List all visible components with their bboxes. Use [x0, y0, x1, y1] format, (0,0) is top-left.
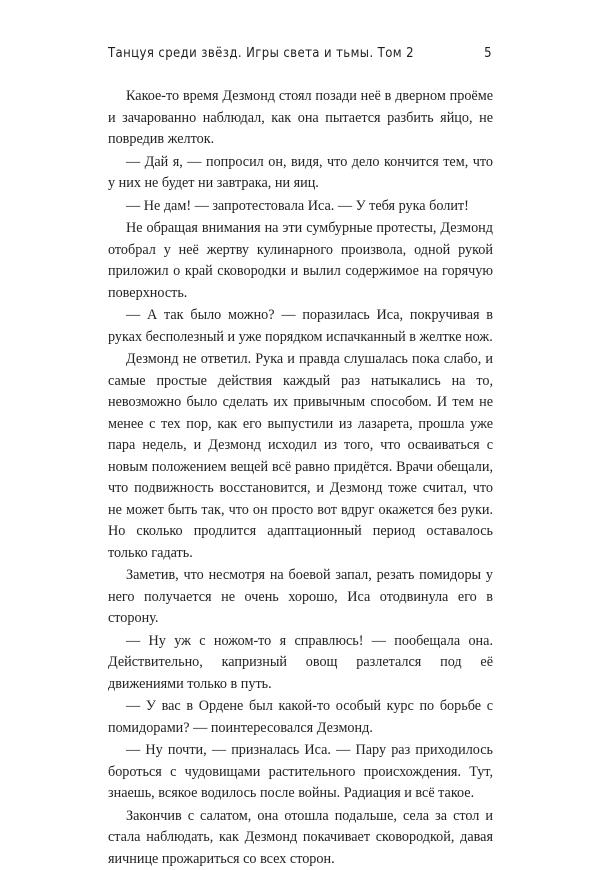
paragraph: Дезмонд не ответил. Рука и правда слушалась пока слабо, и самые простые действия каждый раз натыкались на то, невозможно было сделать их привычным способом. И тем не менее с тех пор, как его выпустили из лазарета, прошла уже пара недель, и Дезмонд исходил из того, что осваиваться с новым положением вещей всё равно придётся. Врачи обещали, что подвижность восстановится, и Дезмонд тоже считал, что не может быть так, что он просто вот вдруг окажется без руки. Но сколько продлится адаптационный период оставалось только гадать. [108, 349, 493, 564]
paragraph: Заметив, что несмотря на боевой запал, резать помидоры у него получается не очень хорошо, Иса отодвинула его в сторону. [108, 565, 493, 630]
running-header [108, 46, 492, 66]
paragraph: — У вас в Ордене был какой-то особый курс по борьбе с помидорами? — поинтересовался Дезмонд. [108, 696, 493, 739]
body-text [108, 86, 493, 870]
page-number: 5 [484, 46, 492, 61]
paragraph: — А так было можно? — поразилась Иса, покручивая в руках бесполезный и уже порядком испачканный в желтке нож. [108, 305, 493, 348]
paragraph: — Дай я, — попросил он, видя, что дело кончится тем, что у них не будет ни завтрака, ни яиц. [108, 152, 493, 195]
book-title: Танцуя среди звёзд. Игры света и тьмы. Том 2 [108, 46, 414, 61]
paragraph: — Не дам! — запротестовала Иса. — У тебя рука болит! [108, 196, 493, 218]
paragraph: Какое-то время Дезмонд стоял позади неё в дверном проёме и зачарованно наблюдал, как она пытается разбить яйцо, не повредив желток. [108, 86, 493, 151]
paragraph: Закончив с салатом, она отошла подальше, села за стол и стала наблюдать, как Дезмонд покачивает сковородкой, давая яичнице прожариться со всех сторон. [108, 806, 493, 870]
paragraph: — Ну почти, — призналась Иса. — Пару раз приходилось бороться с чудовищами растительного происхождения. Тут, знаешь, всякое водилось после войны. Радиация и всё такое. [108, 740, 493, 805]
paragraph: — Ну уж с ножом-то я справлюсь! — пообещала она. Действительно, капризный овощ разлетался под её движениями только в путь. [108, 631, 493, 696]
paragraph: Не обращая внимания на эти сумбурные протесты, Дезмонд отобрал у неё жертву кулинарного произвола, одной рукой приложил о край сковородки и вылил содержимое на горячую поверхность. [108, 218, 493, 304]
